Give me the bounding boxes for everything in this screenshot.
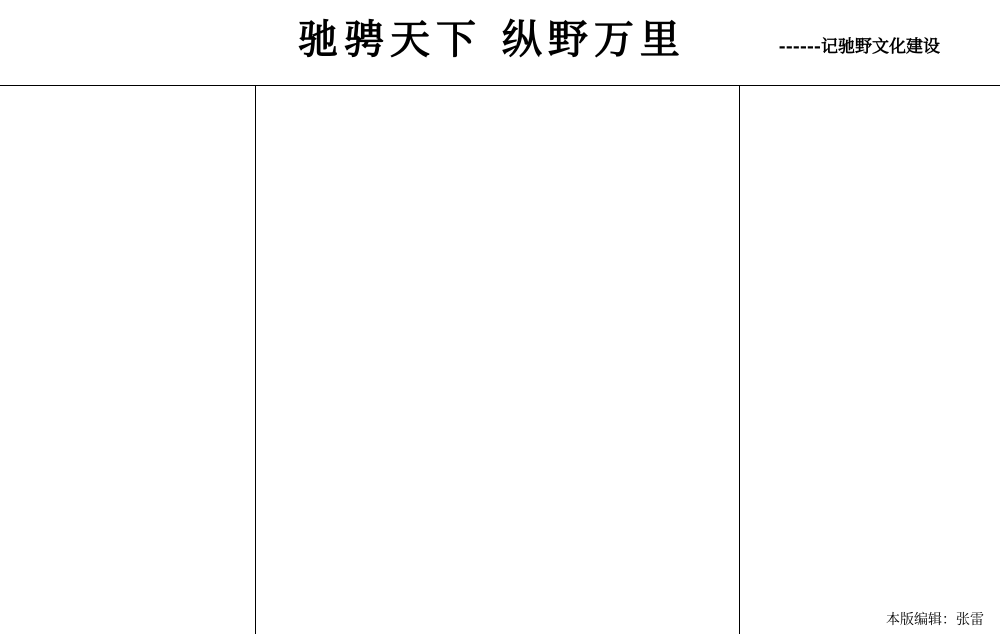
- headline: 驰骋天下 纵野万里: [298, 16, 686, 63]
- byline: ------记驰野文化建设: [778, 37, 940, 57]
- article-column-2: [256, 86, 740, 634]
- article-column-3: [740, 86, 1000, 634]
- editor-credit: 本版编辑：张雷: [886, 612, 984, 628]
- article-column-1: [0, 86, 256, 634]
- masthead: [0, 0, 1000, 86]
